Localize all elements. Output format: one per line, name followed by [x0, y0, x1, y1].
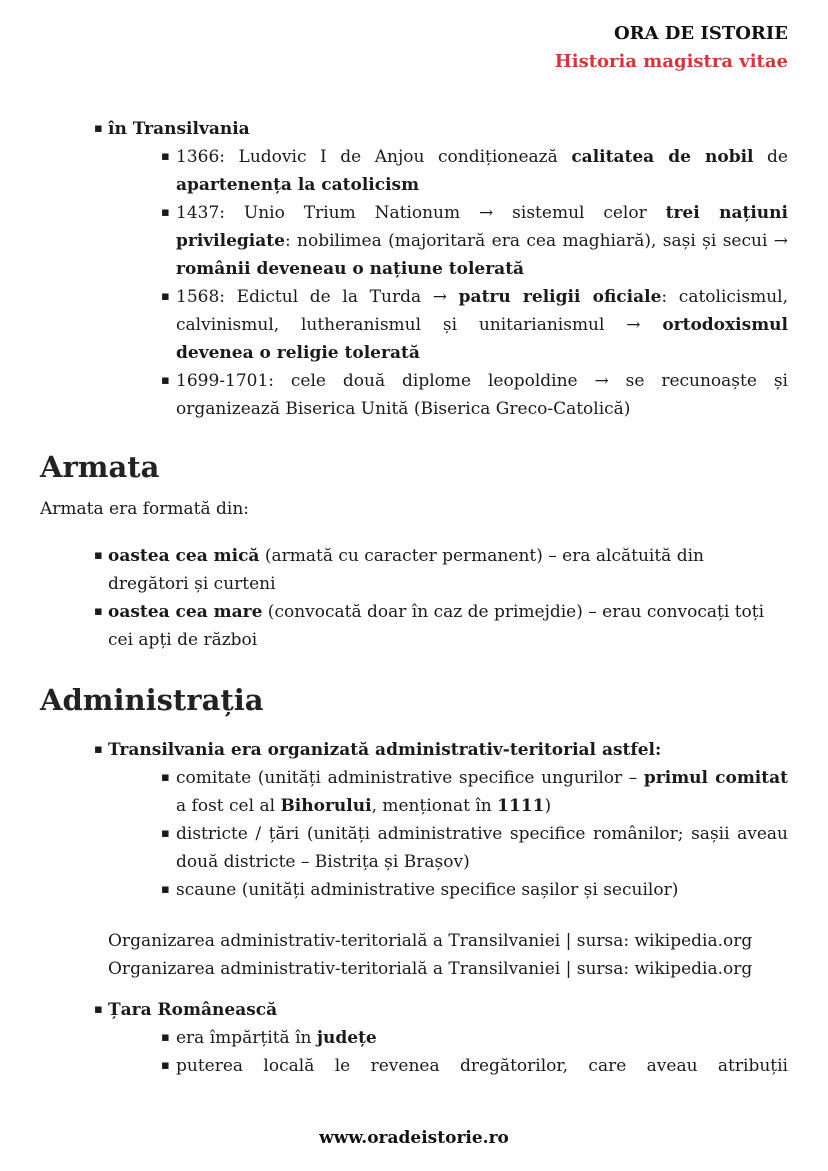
- site-title: ORA DE ISTORIE: [613, 23, 788, 44]
- list-item: [40, 1024, 788, 1052]
- list-text: : catolicismul, calvinismul, lutheranismul și unitarianismul →: [176, 287, 788, 335]
- list-text: puterea locală le revenea dregătorilor, care aveau atribuții: [176, 1056, 788, 1076]
- bullet-icon: ▪: [94, 548, 103, 563]
- list-item: [40, 598, 788, 654]
- list-text: a fost cel al: [176, 796, 281, 816]
- list-text: : nobilimea (majoritară era cea maghiară), sași și secui →: [284, 231, 788, 251]
- transilvania-sublist: [40, 764, 788, 904]
- section-title-army: Armata: [40, 450, 160, 484]
- site-tagline: Historia magistra vitae: [554, 51, 788, 72]
- list-text: comitate (unități administrative specifice ungurilor –: [176, 768, 644, 788]
- list-text: 1568: Edictul de la Turda →: [176, 287, 459, 307]
- image-caption-block: [40, 927, 788, 983]
- document-body: [40, 115, 788, 1080]
- bullet-icon: ▪: [161, 289, 170, 304]
- bold-term: oastea cea mică: [108, 546, 260, 566]
- list-item: [40, 115, 788, 143]
- bold-term: calitatea de nobil: [571, 147, 754, 167]
- list-item: [40, 764, 788, 820]
- list-text: de: [753, 147, 788, 167]
- tara-list: [40, 996, 788, 1024]
- image-caption: Organizarea administrativ-teritorială a Transilvaniei | sursa: wikipedia.org: [108, 931, 753, 951]
- list-item: [40, 876, 788, 904]
- bullet-icon: ▪: [161, 1058, 170, 1073]
- religion-sublist: [40, 143, 788, 423]
- page-header: [555, 20, 788, 76]
- list-heading: Transilvania era organizată administrativ-teritorial astfel:: [108, 740, 662, 760]
- list-item: [40, 542, 788, 598]
- list-item: [40, 143, 788, 199]
- list-text: districte / țări (unități administrative specifice românilor; sașii aveau două districte – Bistrița și Brașov): [176, 824, 788, 872]
- section-title-administration: Administrația: [40, 683, 264, 717]
- religion-list: [40, 115, 788, 143]
- list-text: 1437: Unio Trium Nationum → sistemul celor: [176, 203, 666, 223]
- list-item: [40, 996, 788, 1024]
- bullet-icon: ▪: [161, 770, 170, 785]
- list-text: ): [544, 796, 552, 816]
- bold-term: oastea cea mare: [108, 602, 263, 622]
- footer-url: www.oradeistorie.ro: [319, 1128, 509, 1148]
- list-item: [40, 1052, 788, 1080]
- list-item: [40, 820, 788, 876]
- bullet-icon: ▪: [94, 742, 103, 757]
- bullet-icon: ▪: [161, 826, 170, 841]
- list-item: [40, 367, 788, 423]
- list-text: era împărțită în: [176, 1028, 317, 1048]
- list-text: (convocată doar în caz de primejdie) – erau convocați toți cei apți de război: [108, 602, 765, 650]
- bullet-icon: ▪: [161, 205, 170, 220]
- bold-term: patru religii oficiale: [458, 287, 662, 307]
- bold-term: trei națiuni privilegiate: [176, 203, 788, 251]
- army-list: [40, 542, 788, 654]
- bullet-icon: ▪: [161, 882, 170, 897]
- list-text: (armată cu caracter permanent) – era alcătuită din dregători și curteni: [108, 546, 704, 594]
- bold-term: Bihorului: [280, 796, 372, 816]
- administration-list: [40, 736, 788, 764]
- army-intro: Armata era formată din:: [40, 499, 250, 519]
- list-item: [40, 736, 788, 764]
- list-heading: Țara Românească: [108, 1000, 278, 1020]
- bullet-icon: ▪: [161, 1030, 170, 1045]
- bold-term: apartenența la catolicism: [176, 175, 420, 195]
- bullet-icon: ▪: [94, 1002, 103, 1017]
- bullet-icon: ▪: [161, 373, 170, 388]
- list-heading: în Transilvania: [108, 119, 250, 139]
- bullet-icon: ▪: [94, 604, 103, 619]
- list-item: [40, 283, 788, 367]
- list-item: [40, 199, 788, 283]
- list-text: 1699-1701: cele două diplome leopoldine → se recunoaște și organizează Biserica Unită (Biserica Greco-Catolică): [176, 371, 788, 419]
- tara-sublist: [40, 1024, 788, 1080]
- list-text: , menționat în: [371, 796, 498, 816]
- bullet-icon: ▪: [94, 121, 103, 136]
- bold-term: primul comitat: [643, 768, 788, 788]
- bullet-icon: ▪: [161, 149, 170, 164]
- bold-term: județe: [316, 1028, 377, 1048]
- image-caption: Organizarea administrativ-teritorială a Transilvaniei | sursa: wikipedia.org: [108, 959, 753, 979]
- bold-term: 1111: [497, 796, 545, 816]
- list-text: scaune (unități administrative specifice sașilor și secuilor): [176, 880, 679, 900]
- bold-term: ortodoxismul devenea o religie tolerată: [176, 315, 788, 363]
- list-text: 1366: Ludovic I de Anjou condiționează: [176, 147, 572, 167]
- bold-term: românii deveneau o națiune tolerată: [176, 259, 525, 279]
